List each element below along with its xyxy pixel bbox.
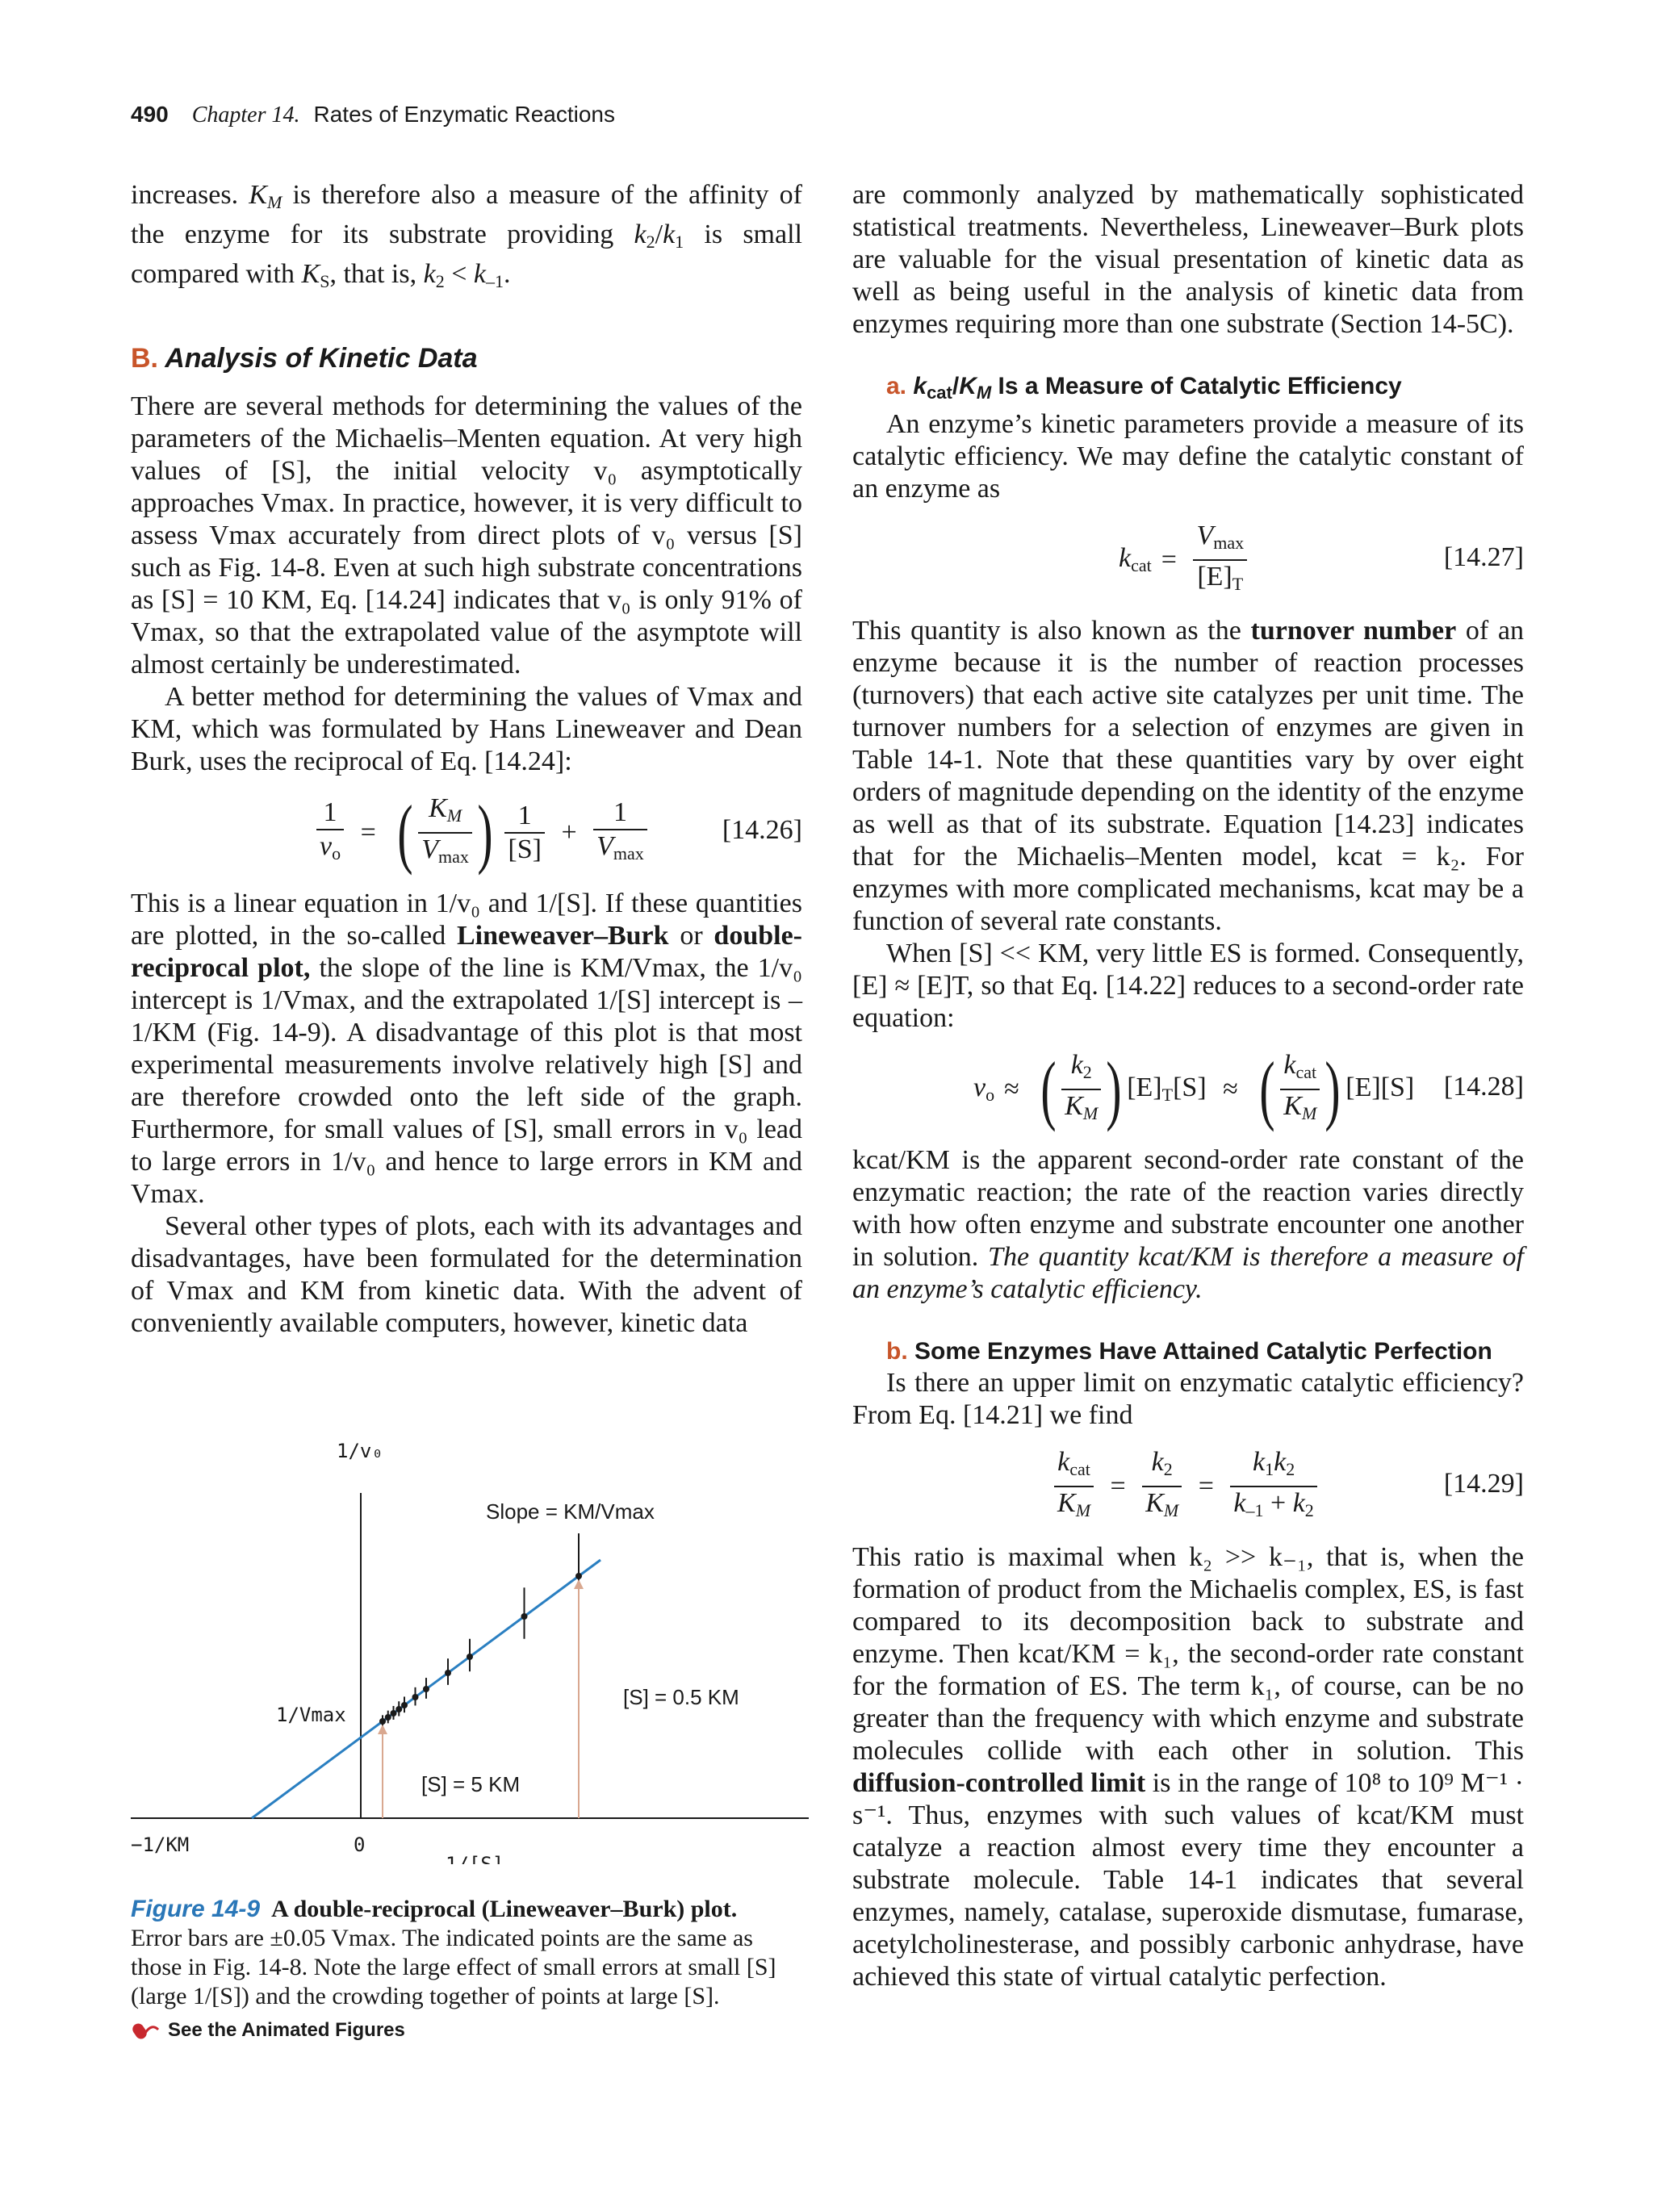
subsection-heading-b: b. Some Enzymes Have Attained Catalytic Perfection [886, 1338, 1492, 1365]
left-paragraph-4: This is a linear equation in 1/v₀ and 1/[S]. If these quantities are plotted, in the so-called Lineweaver–Burk or double-reciprocal plot, the slope of the line is KM/Vmax, the 1/v₀ intercept is 1/Vmax, and the extrapolated 1/[S] intercept is –1/KM (Fig. 14-9). A disadvantage of this plot is that most experimental measurements involve relatively high [S] and are therefore crowded onto the left side of the graph. Furthermore, for small values of [S], small errors in v₀ lead to large errors in 1/v₀ and hence to large errors in KM and Vmax. [131, 889, 803, 1209]
x-axis-label: 1/[S] [446, 1853, 504, 1864]
chapter-title: Rates of Enzymatic Reactions [313, 102, 615, 127]
slope-label: Slope = KM/Vmax [486, 1499, 655, 1524]
right-column [852, 179, 1524, 1993]
right-paragraph-7: This ratio is maximal when k₂ >> k₋₁, that is, when the formation of product from the Michaelis complex, ES, is fast compared to its decomposition back to substrate and enzyme. Then kcat/KM = k₁, the second-order rate constant for the formation of ES. The term k₁, of course, can be no greater than the frequency with which enzyme and substrate molecules collide with each other in solution. This diffusion-controlled limit is in the range of 10⁸ to 10⁹ M⁻¹ · s⁻¹. Thus, enzymes with such values of kcat/KM must catalyze a reaction almost every time they encounter a substrate molecule. Table 14-1 indicates that several enzymes, namely, catalase, superoxide dismutase, fumarase, acetylcholinesterase, and possibly carbonic anhydrase, have achieved this state of virtual catalytic perfection. [852, 1542, 1524, 1992]
page-number: 490 [131, 102, 169, 127]
s-low-arrow-head [574, 1579, 584, 1589]
equation-number: [14.29] [1443, 1469, 1524, 1499]
right-paragraph-1: are commonly analyzed by mathematically sophisticated statistical treatments. Nevertheless, Lineweaver–Burk plots are valuable for the visual presentation of kinetic data as well as being useful in the analysis of kinetic data from enzymes requiring more than one substrate (Section 14-5C). [852, 180, 1524, 339]
left-paragraph-1: increases. $K_M$ is therefore also a measure of the affinity of the enzyme for its substrate providing $k_2/k_1$ is small compared with $K_S$, that is, $k_2 < k_{-1}$. [131, 180, 802, 291]
data-point [385, 1714, 391, 1721]
figure-caption: Figure 14-9 A double-reciprocal (Lineweaver–Burk) plot. Error bars are ±0.05 Vmax. The indicated points are the same as those in Fig. 14-8. Note the large effect of small errors at small [S] (large 1/[S]) and the crowding together of points at large [S]. See the Animated Figures [131, 1895, 793, 2045]
data-point [391, 1710, 397, 1716]
section-heading: B. Analysis of Kinetic Data [131, 343, 478, 374]
lineweaver-burk-figure [131, 1428, 809, 1864]
right-paragraph-4: When [S] << KM, very little ES is formed. Consequently, [E] ≈ [E]T, so that Eq. [14.22] reduces to a second-order rate equation: [852, 939, 1524, 1033]
equation-14-28: $v_o$ ≈ ( $\frac{k_2}{K_M}$ ) $[E]_T[S]$ ≈ ( $\frac{k_{cat}}{K_M}$ ) [E][S] [14.28] [973, 1046, 1524, 1132]
subsection-heading-a: a. $k_{cat}/K_M$ Is a Measure of Catalytic Efficiency [886, 373, 1402, 403]
y-intercept-label: 1/Vmax [276, 1704, 346, 1726]
equation-number: [14.26] [722, 815, 802, 845]
left-column [131, 179, 802, 1340]
chapter-label: Chapter 14. [191, 102, 300, 128]
right-paragraph-2: An enzyme’s kinetic parameters provide a measure of its catalytic efficiency. We may define the catalytic constant of an enzyme as [852, 409, 1524, 504]
page-header [131, 102, 615, 128]
right-paragraph-5: kcat/KM is the apparent second-order rate constant of the enzymatic reaction; the rate of the reaction varies directly with how often enzyme and substrate encounter one another in solution. The quantity kcat/KM is therefore a measure of an enzyme’s catalytic efficiency. [852, 1145, 1524, 1304]
data-point [379, 1718, 386, 1725]
equation-14-26: $\frac{1}{v_o}$ = ( $\frac{K_M}{V_{max}}$ ) $\frac{1}{[S]}$ + $\frac{1}{V_{max}}$ [14.26] [131, 792, 802, 873]
data-point [467, 1654, 473, 1660]
equation-number: [14.27] [1443, 542, 1524, 572]
data-point [395, 1706, 402, 1712]
left-paragraph-2: There are several methods for determining the values of the parameters of the Michaelis–Menten equation. At very high values of [S], the initial velocity v₀ asymptotically approaches Vmax. In practice, however, it is very difficult to assess Vmax accurately from direct plots of v₀ versus [S] such as Fig. 14-8. Even at such high substrate concentrations as [S] = 10 KM, Eq. [14.24] indicates that v₀ is only 91% of Vmax, so that the extrapolated value of the asymptote will almost certainly be underestimated. [131, 391, 802, 679]
data-point [445, 1670, 451, 1676]
right-paragraph-6: Is there an upper limit on enzymatic catalytic efficiency? From Eq. [14.21] we find [852, 1368, 1524, 1430]
y-axis-label: 1/v₀ [337, 1440, 383, 1462]
left-paragraph-5: Several other types of plots, each with its advantages and disadvantages, have been formulated for the determination of Vmax and KM from kinetic data. With the advent of conveniently available computers, however, kinetic data [131, 1211, 802, 1338]
s-high-arrow-head [378, 1725, 387, 1734]
data-point [401, 1702, 408, 1708]
mouse-icon [131, 2018, 161, 2043]
equation-14-27: $k_{cat}$ = $\frac{V_{max}}{[E]_T}$ [14.27] [1119, 521, 1524, 594]
data-point [521, 1613, 528, 1620]
s-high-label: [S] = 5 KM [421, 1772, 521, 1796]
data-point [412, 1694, 419, 1700]
lineweaver-burk-chart [131, 1428, 809, 1864]
animated-figures-link[interactable]: See the Animated Figures [131, 2016, 793, 2045]
equation-number: [14.28] [1443, 1072, 1524, 1102]
origin-label: 0 [354, 1834, 366, 1856]
x-intercept-label: −1/KM [131, 1834, 190, 1856]
right-paragraph-3: This quantity is also known as the turnover number of an enzyme because it is the number of reaction processes (turnovers) that each active site catalyzes per unit time. The turnover numbers for a selection of enzymes are given in Table 14-1. Note that these quantities vary by over eight orders of magnitude depending on the identity of the enzyme as well as that of its substrate. Equation [14.23] indicates that for the Michaelis–Menten model, kcat = k₂. For enzymes with more complicated mechanisms, kcat may be a function of several rate constants. [852, 616, 1524, 936]
s-low-label: [S] = 0.5 KM [623, 1685, 739, 1709]
data-point [423, 1686, 429, 1692]
equation-14-29: $\frac{k_{cat}}{K_M}$ = $\frac{k_2}{K_M}$ = $\frac{k_1k_2}{k_{-1} + k_2}$ [14.29] [852, 1446, 1524, 1527]
left-paragraph-3: A better method for determining the values of Vmax and KM, which was formulated by Hans Lineweaver and Dean Burk, uses the reciprocal of Eq. [14.24]: [131, 682, 802, 776]
data-point [575, 1573, 582, 1579]
